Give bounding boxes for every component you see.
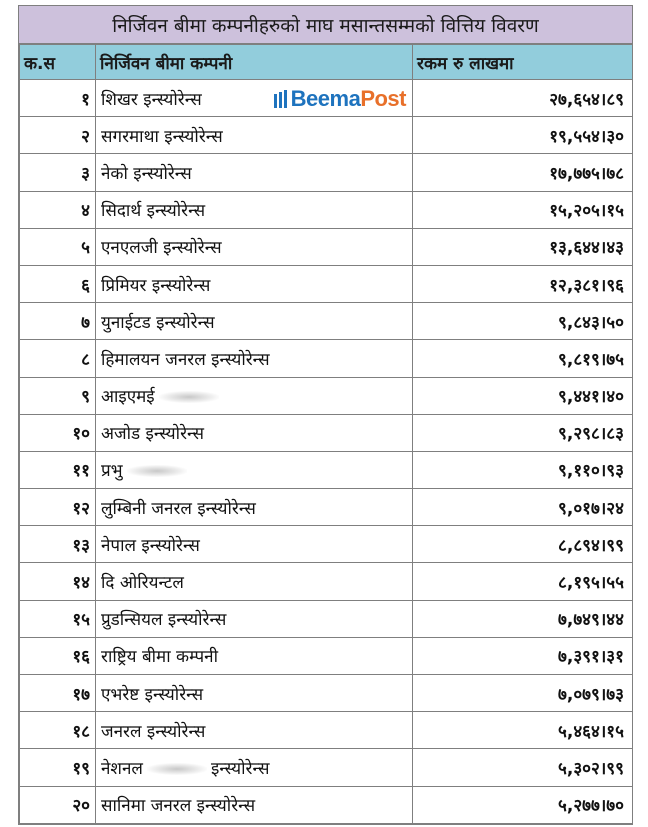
amount-cell: ५,३०२।९९ [413,749,633,786]
company-name: हिमालयन जनरल इन्स्योरेन्स [101,349,270,370]
amount-cell: ७,३९१।३१ [413,637,633,674]
company-name: अजोड इन्स्योरेन्स [101,424,204,445]
table-row [20,377,633,414]
table-row [20,228,633,265]
header-sn: क.स [20,45,96,80]
amount-cell: ५,२७७।७० [413,786,633,823]
company-name-cell [96,600,413,637]
amount-cell: ९,८१९।७५ [413,340,633,377]
table-row [20,191,633,228]
company-name-cell [96,154,413,191]
serial-number-cell: १५ [20,600,96,637]
company-name: एनएलजी इन्स्योरेन्स [101,238,222,259]
amount-cell: ९,४४१।४० [413,377,633,414]
amount-cell: १५,२०५।१५ [413,191,633,228]
company-name-cell [96,265,413,302]
company-name: दि ओरियन्टल [101,573,184,594]
amount-cell: १९,५५४।३० [413,117,633,154]
insurance-table-sheet [18,5,633,825]
company-name-cell [96,414,413,451]
table-row [20,637,633,674]
serial-number-cell: १९ [20,749,96,786]
company-name-cell [96,786,413,823]
table-body [20,80,633,824]
company-name-cell [96,451,413,488]
company-name-cell [96,489,413,526]
table-row [20,414,633,451]
company-name: शिखर इन्स्योरेन्स [101,89,202,110]
beemapost-logo [274,86,406,112]
serial-number-cell: २ [20,117,96,154]
company-name-cell [96,712,413,749]
company-name: सगरमाथा इन्स्योरेन्स [101,126,223,147]
serial-number-cell: १ [20,80,96,117]
company-name-cell [96,303,413,340]
company-name-cell [96,563,413,600]
amount-cell: ७,७४९।४४ [413,600,633,637]
serial-number-cell: १८ [20,712,96,749]
company-name: प्रभु [101,461,123,482]
amount-cell: ८,१९५।५५ [413,563,633,600]
serial-number-cell: १७ [20,675,96,712]
serial-number-cell: ६ [20,265,96,302]
table-row [20,303,633,340]
table-row [20,340,633,377]
serial-number-cell: ३ [20,154,96,191]
table-row [20,489,633,526]
redacted-text [127,465,187,477]
amount-cell: ५,४६४।१५ [413,712,633,749]
company-name-cell [96,340,413,377]
company-name-cell [96,526,413,563]
table-row [20,154,633,191]
amount-cell: ८,८९४।९९ [413,526,633,563]
amount-cell: १३,६४४।४३ [413,228,633,265]
company-name: सानिमा जनरल इन्स्योरेन्स [101,796,256,817]
company-name-cell [96,191,413,228]
serial-number-cell: १२ [20,489,96,526]
table-row [20,451,633,488]
redacted-text [159,391,219,403]
company-name-cell [96,749,413,786]
company-name-suffix: इन्स्योरेन्स [210,758,270,779]
amount-cell: १७,७७५।७८ [413,154,633,191]
company-name: प्रिमियर इन्स्योरेन्स [101,275,211,296]
header-amount: रकम रु लाखमा [413,45,633,80]
amount-cell: २७,६५४।८९ [413,80,633,117]
table-row [20,600,633,637]
serial-number-cell: ७ [20,303,96,340]
amount-cell: ९,११०।९३ [413,451,633,488]
logo-text-post: Post [360,86,406,111]
serial-number-cell: ५ [20,228,96,265]
header-row [20,45,633,80]
serial-number-cell: ११ [20,451,96,488]
table-row [20,786,633,823]
table-row [20,675,633,712]
company-name: युनाईटड इन्स्योरेन्स [101,312,215,333]
company-name: जनरल इन्स्योरेन्स [101,721,206,742]
company-name: नेपाल इन्स्योरेन्स [101,535,200,556]
company-name-cell [96,117,413,154]
company-name: नेको इन्स्योरेन्स [101,163,192,184]
serial-number-cell: १३ [20,526,96,563]
table-row [20,563,633,600]
company-name-cell [96,377,413,414]
insurance-table [19,44,633,824]
serial-number-cell: १४ [20,563,96,600]
amount-cell: ९,८४३।५० [413,303,633,340]
table-row [20,526,633,563]
serial-number-cell: १६ [20,637,96,674]
company-name: नेशनल [101,758,143,779]
logo-text-beema: Beema [290,86,361,111]
company-name: प्रुडन्सियल इन्स्योरेन्स [101,610,227,631]
serial-number-cell: १० [20,414,96,451]
redacted-text [147,763,207,775]
table-row [20,749,633,786]
serial-number-cell: ९ [20,377,96,414]
amount-cell: ७,०७९।७३ [413,675,633,712]
company-name: सिदार्थ इन्स्योरेन्स [101,201,206,222]
amount-cell: १२,३८१।९६ [413,265,633,302]
company-name: राष्ट्रिय बीमा कम्पनी [101,647,219,668]
company-name-cell [96,80,413,117]
serial-number-cell: ८ [20,340,96,377]
table-row [20,117,633,154]
header-company: निर्जिवन बीमा कम्पनी [96,45,413,80]
company-name: लुम्बिनी जनरल इन्स्योरेन्स [101,498,256,519]
company-name-cell [96,675,413,712]
company-name: आइएमई [101,387,155,408]
serial-number-cell: २० [20,786,96,823]
table-title: निर्जिवन बीमा कम्पनीहरुको माघ मसान्तसम्मको वित्तिय विवरण [19,6,632,44]
serial-number-cell: ४ [20,191,96,228]
table-row [20,80,633,117]
company-name-cell [96,637,413,674]
table-row [20,712,633,749]
company-name-cell [96,228,413,265]
amount-cell: ९,२९८।८३ [413,414,633,451]
logo-bars-icon [274,90,288,108]
table-row [20,265,633,302]
amount-cell: ९,०१७।२४ [413,489,633,526]
company-name: एभरेष्ट इन्स्योरेन्स [101,684,204,705]
